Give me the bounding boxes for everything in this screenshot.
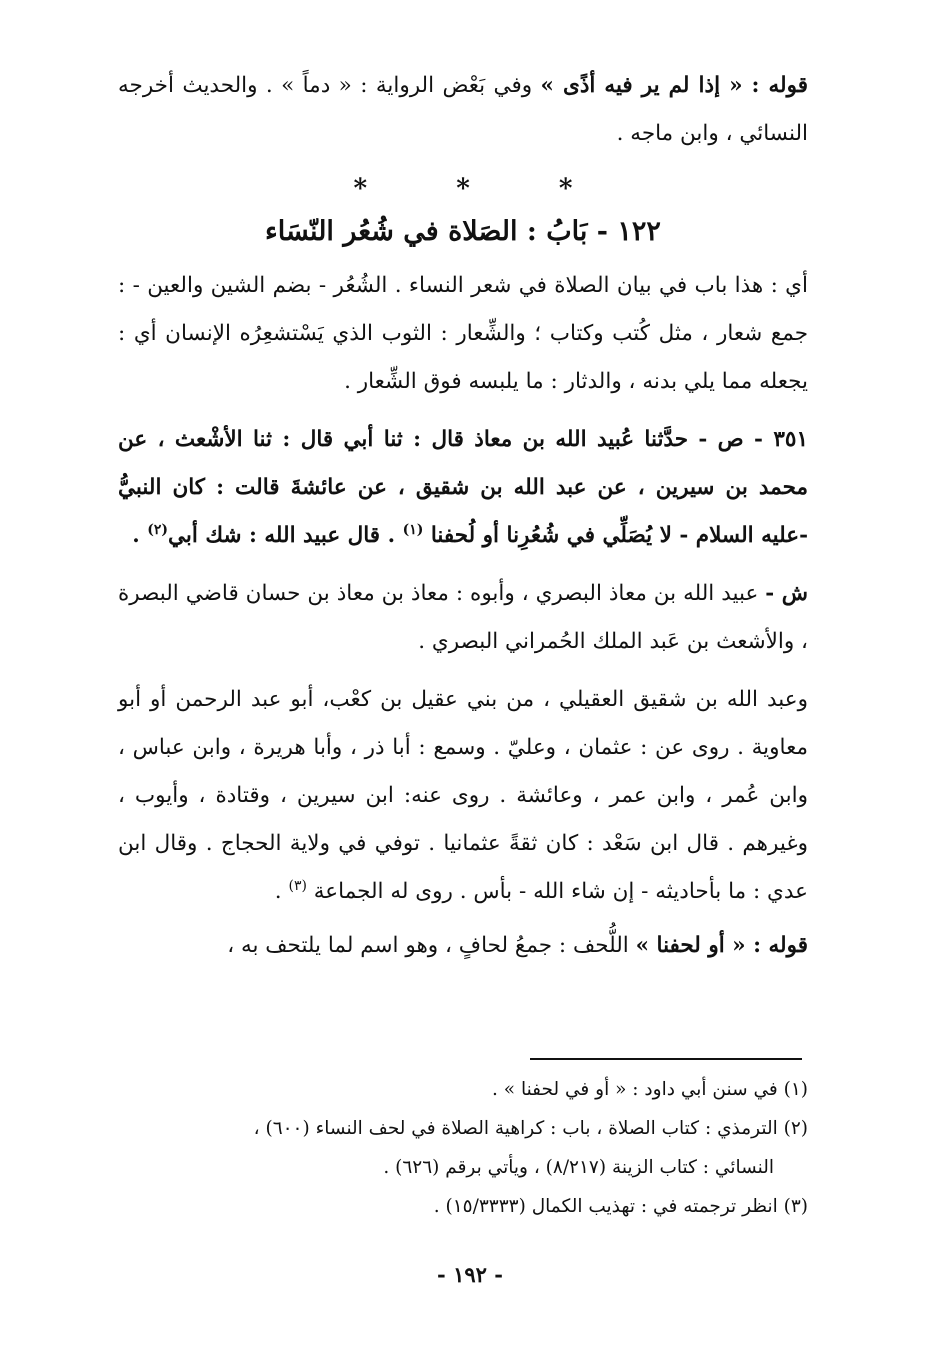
footnote-3: (٣) انظر ترجمته في : تهذيب الكمال (١٥/٣٣٣٣) . bbox=[433, 1196, 808, 1217]
biography-paragraph bbox=[118, 676, 808, 916]
footnote-2: (٢) الترمذي : كتاب الصلاة ، باب : كراهية الصلاة في لحف النساء (٦٠٠) ، bbox=[253, 1118, 808, 1139]
commentary-text: عبيد الله بن معاذ البصري ، وأبوه : معاذ بن معاذ بن حسان قاضي البصرة ، والأشعث بن عَبد الملك الحُمراني البصري . bbox=[118, 581, 808, 654]
intro-paragraph bbox=[118, 62, 808, 158]
biography-end: . bbox=[274, 879, 282, 904]
section-separator-stars: * * * bbox=[353, 174, 613, 204]
page-body bbox=[118, 62, 808, 970]
footnote-ref-2: (٢) bbox=[147, 521, 168, 538]
footnote-2-continued: النسائي : كتاب الزينة (٨/٢١٧) ، ويأتي برقم (٦٢٦) . bbox=[383, 1157, 774, 1178]
footnotes bbox=[118, 1070, 808, 1226]
intro-text: وفي بَعْض الرواية : « دماً » . والحديث أخرجه النسائي ، وابن ماجه . bbox=[118, 73, 808, 146]
footnote-ref-3: (٣) bbox=[288, 877, 307, 894]
explanation-paragraph: أي : هذا باب في بيان الصلاة في شعر النساء . الشُعُر - بضم الشين والعين - : جمع شعار ، مثل كُتب وكتاب ؛ والشِّعار : الثوب الذي يَسْتشعِرُه الإنسان أي : يجعله مما يلي بدنه ، والدثار : ما يلبسه فوق الشِّعار . bbox=[118, 273, 808, 394]
last-lead: قوله : « أو لحفنا » bbox=[635, 933, 808, 958]
last-text: اللُّحف : جمعُ لحافٍ ، وهو اسم لما يلتحف به ، bbox=[227, 933, 629, 958]
hadith-after: . قال عبيد الله : شك أبي bbox=[168, 523, 396, 548]
footnote-ref-1: (١) bbox=[402, 521, 424, 538]
hadith-paragraph bbox=[118, 416, 808, 560]
commentary-paragraph bbox=[118, 570, 808, 666]
hadith-text: ٣٥١ - ص - حدَّثنا عُبيد الله بن معاذ قال : ثنا أبي قال : ثنا الأشْعث ، عن محمد بن سيرين ، عن عبد الله بن شقيق ، عن عائشةَ قالت : كان النبيُّ -عليه السلام - لا يُصَلِّي في شُعُرِنا أو لُحفنا bbox=[118, 427, 808, 548]
last-paragraph bbox=[118, 922, 808, 970]
page-number: - ١٩٢ - bbox=[437, 1262, 503, 1287]
footnote-divider bbox=[530, 1058, 802, 1060]
commentary-lead: ش - bbox=[765, 581, 808, 606]
biography-text: وعبد الله بن شقيق العقيلي ، من بني عقيل بن كعْب، أبو عبد الرحمن أو أبو معاوية . روى عن : عثمان ، وعليّ . وسمع : أبا ذر ، وأبا هريرة ، وابن عباس ، وابن عُمر ، وابن عمر ، وعائشة . روى عنه: ابن سيرين ، وقتادة ، وأيوب ، وغيرهم . قال ابن سَعْد : كان ثقةً عثمانيا . توفي في ولاية الحجاج . وقال ابن عدي : ما بأحاديثه - إن شاء الله - بأس . روى له الجماعة bbox=[118, 687, 808, 904]
intro-lead: قوله : « إذا لم ير فيه أذًى » bbox=[540, 73, 808, 98]
chapter-title: ١٢٢ - بَابُ : الصَلاة في شُعُر النّسَاء bbox=[265, 216, 661, 247]
hadith-end: . bbox=[132, 523, 140, 548]
footnote-1: (١) في سنن أبي داود : « أو في لحفنا » . bbox=[492, 1079, 808, 1100]
